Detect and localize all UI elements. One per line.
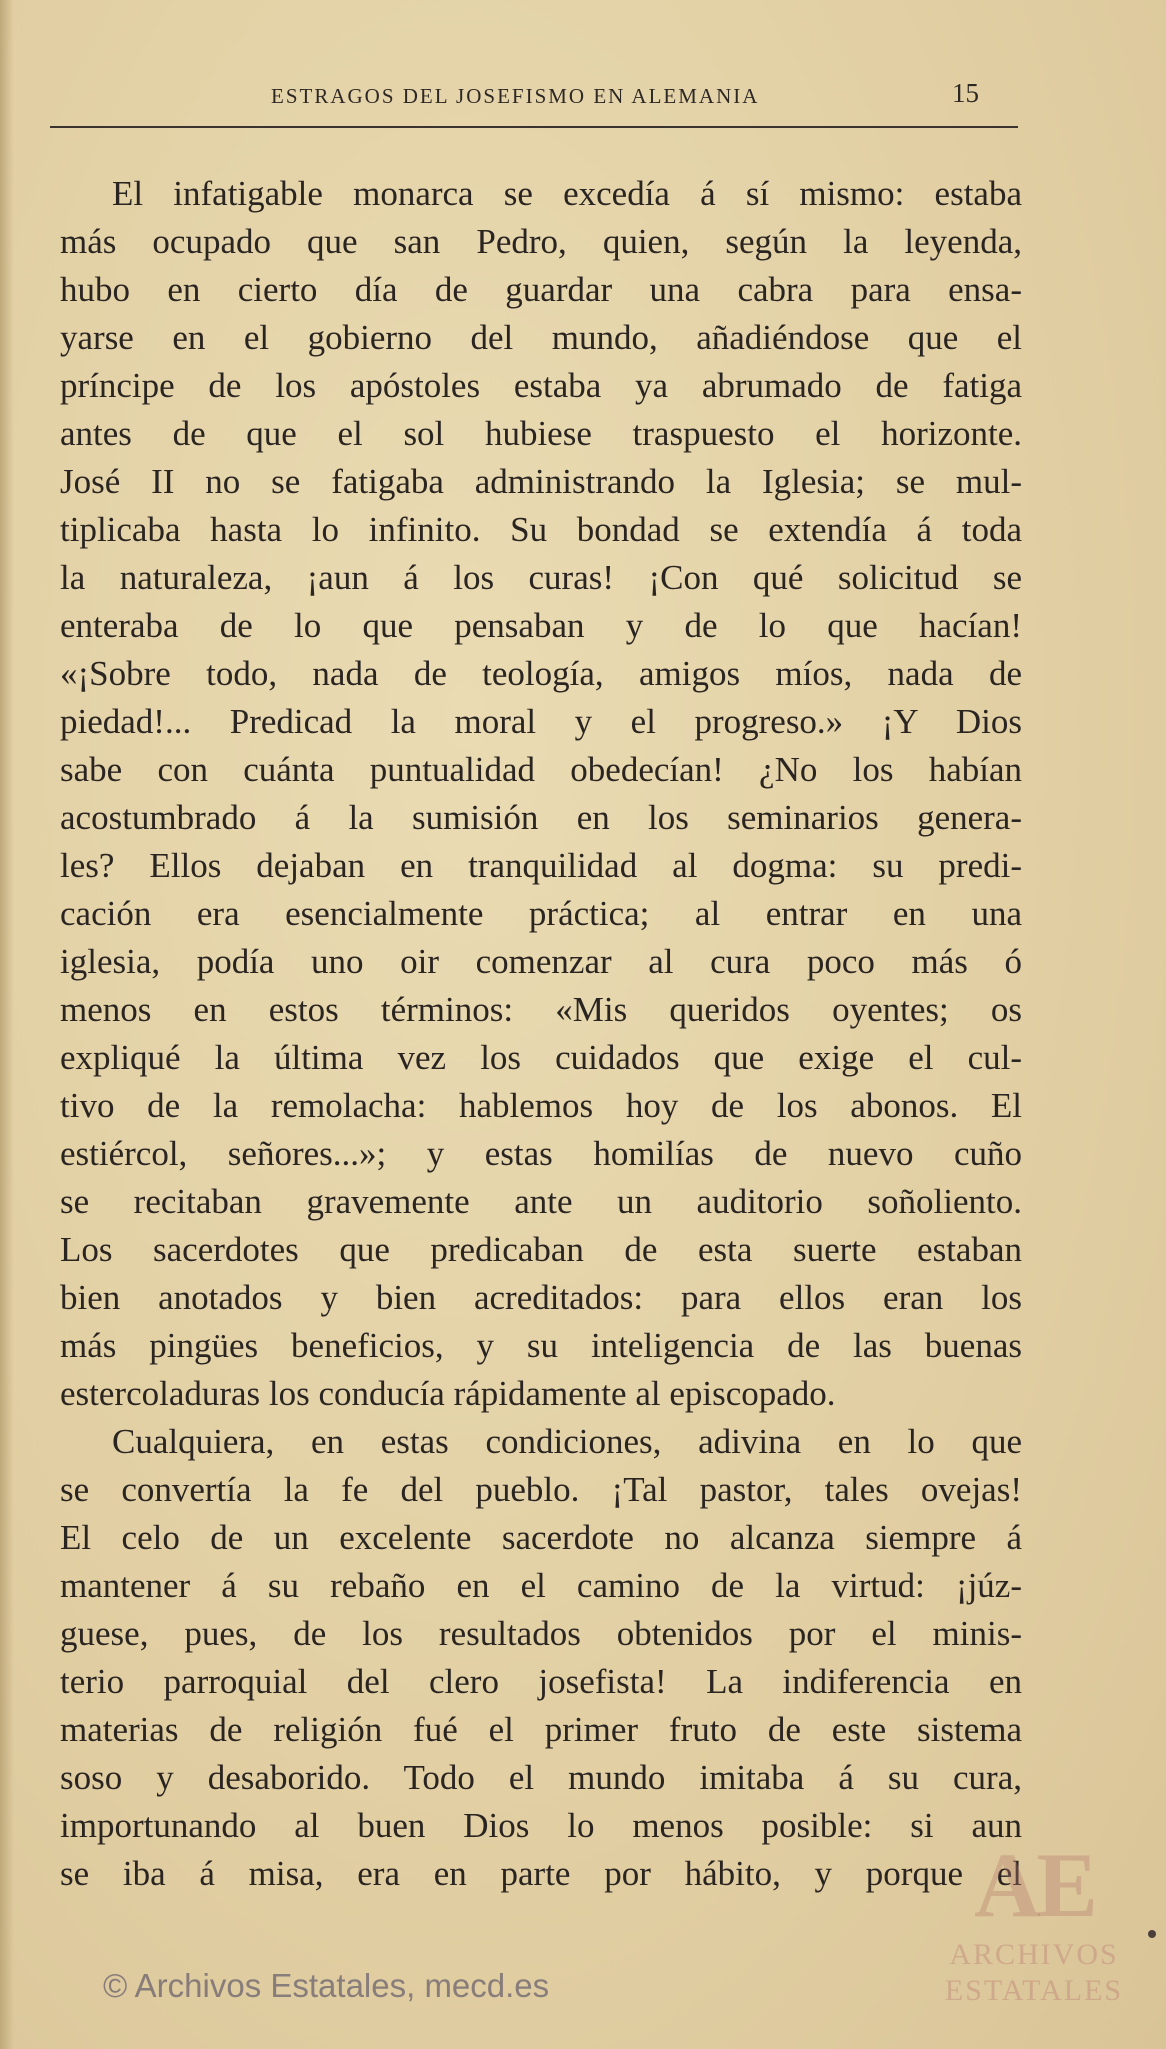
text-line: «¡Sobre todo, nada de teología, amigos míos, nada de (60, 654, 1022, 693)
text-line: menos en estos términos: «Mis queridos oyentes; os (60, 990, 1022, 1029)
watermark-logo: AE (974, 1834, 1094, 1936)
text-line: Los sacerdotes que predicaban de esta suerte estaban (60, 1230, 1022, 1269)
watermark-line-2: ESTATALES (944, 1974, 1124, 2007)
text-line: guese, pues, de los resultados obtenidos por el minis- (60, 1614, 1022, 1653)
text-line: estiércol, señores...»; y estas homilías de nuevo cuño (60, 1134, 1022, 1173)
text-line: iglesia, podía uno oir comenzar al cura poco más ó (60, 942, 1022, 981)
text-line: José II no se fatigaba administrando la Iglesia; se mul- (60, 462, 1022, 501)
text-line: más pingües beneficios, y su inteligencia de las buenas (60, 1326, 1022, 1365)
text-line: se convertía la fe del pueblo. ¡Tal pastor, tales ovejas! (60, 1470, 1022, 1509)
running-title: ESTRAGOS DEL JOSEFISMO EN ALEMANIA (271, 84, 760, 108)
archivos-watermark (920, 1834, 1148, 2028)
watermark-line-1: ARCHIVOS (949, 1938, 1119, 1971)
header-rule (50, 126, 1018, 128)
page-header (75, 78, 1020, 118)
text-line: bien anotados y bien acreditados: para ellos eran los (60, 1278, 1022, 1317)
text-line: cación era esencialmente práctica; al entrar en una (60, 894, 1022, 933)
text-line: estercoladuras los conducía rápidamente al episcopado. (60, 1374, 836, 1413)
text-line: soso y desaborido. Todo el mundo imitaba á su cura, (60, 1758, 1022, 1797)
text-line: tiplicaba hasta lo infinito. Su bondad se extendía á toda (60, 510, 1022, 549)
text-line: importunando al buen Dios lo menos posible: si aun (60, 1806, 1022, 1845)
text-line: expliqué la última vez los cuidados que exige el cul- (60, 1038, 1022, 1077)
text-line: acostumbrado á la sumisión en los seminarios genera- (60, 798, 1022, 837)
text-line: más ocupado que san Pedro, quien, según la leyenda, (60, 222, 1022, 261)
text-line: mantener á su rebaño en el camino de la virtud: ¡júz- (60, 1566, 1022, 1605)
text-line: les? Ellos dejaban en tranquilidad al dogma: su predi- (60, 846, 1022, 885)
body-text (60, 170, 1022, 1898)
text-line: yarse en el gobierno del mundo, añadiéndose que el (60, 318, 1022, 357)
text-line: piedad!... Predicad la moral y el progreso.» ¡Y Dios (60, 702, 1022, 741)
text-line: príncipe de los apóstoles estaba ya abrumado de fatiga (60, 366, 1022, 405)
copyright-notice: © Archivos Estatales, mecd.es (103, 1967, 550, 2004)
text-line: hubo en cierto día de guardar una cabra para ensa- (60, 270, 1022, 309)
text-line: se recitaban gravemente ante un auditorio soñoliento. (60, 1182, 1022, 1221)
ink-speck (1148, 1930, 1156, 1938)
page-edge-shadow (0, 0, 14, 2049)
text-line: sabe con cuánta puntualidad obedecían! ¿No los habían (60, 750, 1022, 789)
text-line: la naturaleza, ¡aun á los curas! ¡Con qué solicitud se (60, 558, 1022, 597)
text-line: tivo de la remolacha: hablemos hoy de los abonos. El (60, 1086, 1022, 1125)
text-line: se iba á misa, era en parte por hábito, y porque el (60, 1854, 1022, 1893)
text-line: El infatigable monarca se excedía á sí mismo: estaba (112, 174, 1022, 213)
text-line: enteraba de lo que pensaban y de lo que hacían! (60, 606, 1022, 645)
text-line: materias de religión fué el primer fruto de este sistema (60, 1710, 1022, 1749)
text-line: Cualquiera, en estas condiciones, adivina en lo que (112, 1422, 1022, 1461)
text-line: antes de que el sol hubiese traspuesto el horizonte. (60, 414, 1022, 453)
page-number: 15 (952, 78, 979, 108)
text-line: El celo de un excelente sacerdote no alcanza siempre á (60, 1518, 1022, 1557)
text-line: terio parroquial del clero josefista! La indiferencia en (60, 1662, 1022, 1701)
